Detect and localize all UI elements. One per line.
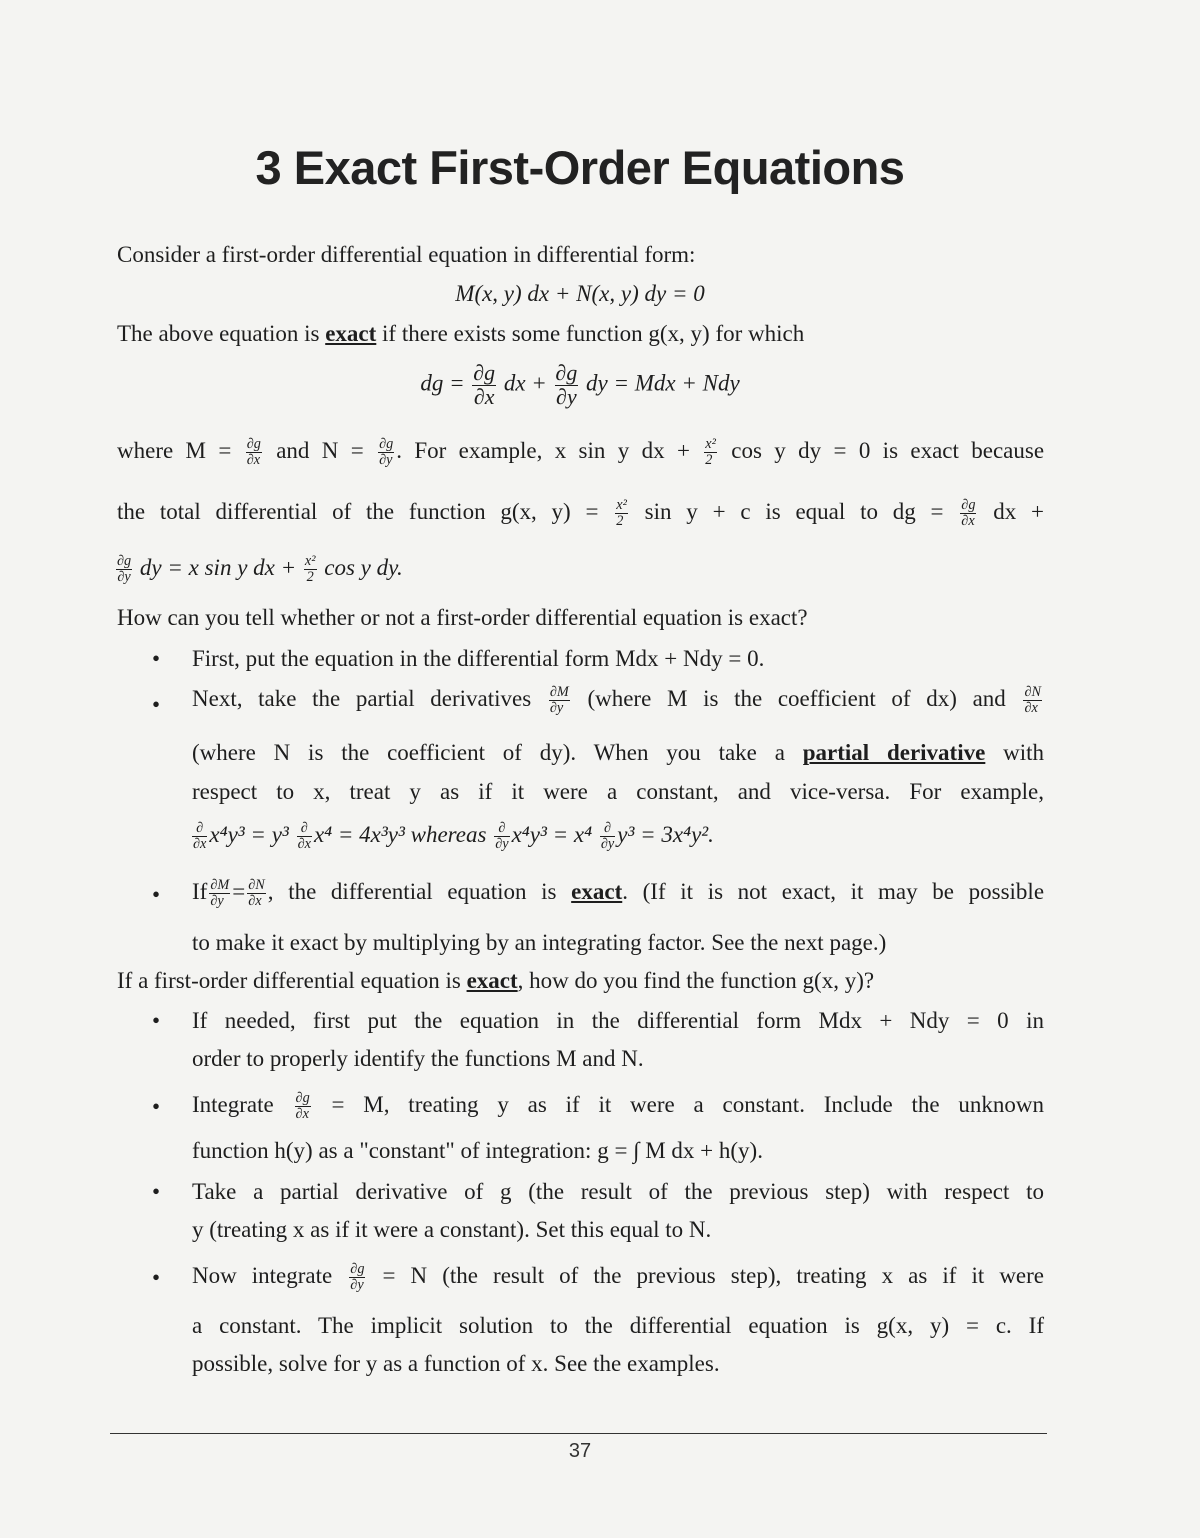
b2-dy: ∂y <box>549 700 564 717</box>
page-title: 3 Exact First-Order Equations <box>255 141 905 194</box>
b2-dx: ∂x <box>1024 700 1038 717</box>
bullet-6: • <box>152 1179 161 1204</box>
step-integrate-line1 <box>192 1090 1044 1122</box>
ex-dx-1: ∂x <box>193 836 207 853</box>
page-number: 37 <box>568 1440 592 1462</box>
fraction-dg-dy-c <box>116 554 132 585</box>
cl-x2: x² <box>304 553 316 570</box>
step-integrate-n-line2: a constant. The implicit solution to the differential equation is g(x, y) = c. If <box>192 1313 1044 1338</box>
fraction-dg-dy-small <box>378 437 394 468</box>
fraction-dg-dx-c <box>960 498 976 529</box>
b3-dx: ∂x <box>248 893 262 910</box>
b3-eq: = <box>232 879 246 904</box>
total-differential-line <box>117 497 1044 529</box>
equation-differential-form: M(x, y) dx + N(x, y) dy = 0 <box>455 281 705 306</box>
step-partials-line3: respect to x, treat y as if it were a constant, and vice-versa. For example, <box>192 779 1044 804</box>
ex-e2: x⁴ = 4x³y³ whereas <box>313 822 487 847</box>
continuation-line <box>114 553 403 585</box>
frac-d-dx-1 <box>192 821 207 852</box>
exact-term-2: exact <box>571 879 623 904</box>
b2-dN: ∂N <box>1024 684 1042 701</box>
fraction-x2-over-2-b <box>615 498 628 529</box>
s2-post: = M, treating y as if it were a constant. Include the unknown <box>331 1092 1045 1117</box>
exact-def-pre: The above equation is <box>117 321 320 346</box>
wl-den-y: ∂y <box>379 452 393 469</box>
and-n: and N = <box>276 438 364 463</box>
bullet-2: • <box>152 692 161 717</box>
cl-num: ∂g <box>117 553 132 570</box>
eq2-den-x: ∂x <box>473 384 495 409</box>
ex-d-3: ∂ <box>494 821 509 837</box>
bullet-1: • <box>152 646 161 671</box>
ex-dx-2: ∂x <box>297 836 311 853</box>
frac-d-dy-1 <box>494 821 509 852</box>
equation-total-differential <box>0 362 1160 409</box>
partial-derivative-term: partial derivative <box>802 740 986 765</box>
total-pre: the total differential of the function g(x, y) = <box>117 499 599 524</box>
partial-derivative-example <box>190 820 714 852</box>
tl-x2: x² <box>616 497 627 514</box>
fraction-dg-dx <box>472 362 496 409</box>
step-partials-line2 <box>192 738 1044 768</box>
b3-if: If <box>192 879 208 904</box>
cl-den: ∂y <box>117 569 131 586</box>
cont-a: dy = x sin y dx + <box>139 555 297 580</box>
fraction-dg-dx-small <box>246 437 262 468</box>
for-example: . For example, x sin y dx + <box>396 438 690 463</box>
exact-term: exact <box>325 321 377 346</box>
step-partial-g-line1: Take a partial derivative of g (the result of the previous step) with respect to <box>192 1179 1044 1204</box>
total-post: dx + <box>993 499 1045 524</box>
ex-e3: x⁴y³ = x⁴ <box>511 822 593 847</box>
b3-post: . (If it is not exact, it may be possible <box>622 879 1045 904</box>
fraction-dM-dy <box>549 685 570 716</box>
b3-mid: the differential equation is <box>288 879 557 904</box>
ex-e4: y³ = 3x⁴y². <box>617 822 714 847</box>
b3-dy: ∂y <box>210 893 224 910</box>
s4-post: = N (the result of the previous step), treating x as if it were <box>382 1263 1045 1288</box>
b2-l2-post: with <box>1003 740 1045 765</box>
b2-dM: ∂M <box>549 684 569 701</box>
footer-divider <box>110 1433 1047 1434</box>
fraction-x2-over-2-c <box>304 554 317 585</box>
exact-definition <box>117 319 804 349</box>
fraction-dN-dx <box>1023 685 1042 716</box>
wl-num-1: ∂g <box>246 436 261 453</box>
where-tail: cos y dy = 0 is exact because <box>731 438 1045 463</box>
bullet-7: • <box>152 1265 161 1290</box>
eq2-num-2: ∂g <box>555 361 578 385</box>
step-partials-line1 <box>192 684 1044 716</box>
step-integrate-line2: function h(y) as a "constant" of integration: g = ∫ M dx + h(y). <box>192 1138 763 1163</box>
ex-d-2: ∂ <box>297 821 312 837</box>
b3-dN: ∂N <box>248 877 265 894</box>
fraction-dg-dy-s4 <box>349 1262 365 1293</box>
ex-d-4: ∂ <box>600 821 615 837</box>
eq2-dx-plus: dx + <box>503 370 547 396</box>
tl-num: ∂g <box>961 497 976 514</box>
fraction-x2-over-2 <box>704 437 717 468</box>
step-exact-test-line2: to make it exact by multiplying by an integrating factor. See the next page.) <box>192 930 887 955</box>
step-partial-g-line2: y (treating x as if it were a constant). Set this equal to N. <box>192 1217 712 1242</box>
b3-dM: ∂M <box>210 877 230 894</box>
b2-l2-pre: (where N is the coefficient of dy). When you take a <box>192 740 785 765</box>
s2-pre: Integrate <box>192 1092 274 1117</box>
wl-num-2: ∂g <box>379 436 394 453</box>
x2-num: x² <box>705 436 716 453</box>
fraction-dg-dx-s2 <box>295 1091 311 1122</box>
q2-pre: If a first-order differential equation is <box>117 968 461 993</box>
bullet-3: • <box>152 882 161 907</box>
fraction-dM-dy-b <box>209 878 230 909</box>
ex-dy-1: ∂y <box>495 836 509 853</box>
fraction-dg-dy <box>555 362 579 409</box>
two-den: 2 <box>705 452 713 469</box>
total-mid: sin y + c is equal to dg = <box>644 499 944 524</box>
eq2-rhs: dy = Mdx + Ndy <box>586 370 740 396</box>
exact-def-post: if there exists some function g(x, y) for which <box>382 321 805 346</box>
eq2-lhs: dg = <box>420 370 465 396</box>
b3-comma: , <box>267 879 274 904</box>
tl-two: 2 <box>616 513 624 530</box>
bullet-5: • <box>152 1094 161 1119</box>
question-how-exact: How can you tell whether or not a first-order differential equation is exact? <box>117 605 808 630</box>
tl-den: ∂x <box>961 513 975 530</box>
eq2-den-y: ∂y <box>556 384 577 409</box>
step-identify-mn-line1: If needed, first put the equation in the differential form Mdx + Ndy = 0 in <box>192 1008 1044 1033</box>
b2-mid: (where M is the coefficient of dx) and <box>587 686 1006 711</box>
exact-term-3: exact <box>466 968 518 993</box>
s4-pre: Now integrate <box>192 1263 333 1288</box>
s4-num: ∂g <box>350 1261 365 1278</box>
where-line <box>117 436 1044 468</box>
ex-d-1: ∂ <box>192 821 207 837</box>
step-integrate-n-line1 <box>192 1261 1044 1293</box>
step-integrate-n-line3: possible, solve for y as a function of x. See the examples. <box>192 1351 720 1376</box>
eq2-num-1: ∂g <box>473 361 496 385</box>
s4-den: ∂y <box>350 1277 364 1294</box>
frac-d-dx-2 <box>297 821 312 852</box>
bullet-4: • <box>152 1008 161 1033</box>
frac-d-dy-2 <box>600 821 615 852</box>
cont-b: cos y dy. <box>324 555 403 580</box>
cl-two: 2 <box>306 569 314 586</box>
step-differential-form: First, put the equation in the differential form Mdx + Ndy = 0. <box>192 646 765 671</box>
b2-pre: Next, take the partial derivatives <box>192 686 532 711</box>
where-m: where M = <box>117 438 232 463</box>
ex-e1: x⁴y³ = y³ <box>209 822 289 847</box>
step-identify-mn-line2: order to properly identify the functions M and N. <box>192 1046 644 1071</box>
s2-den: ∂x <box>295 1106 309 1123</box>
s2-num: ∂g <box>295 1090 310 1107</box>
intro-text: Consider a first-order differential equation in differential form: <box>117 242 696 267</box>
ex-dy-2: ∂y <box>600 836 615 853</box>
question-find-g <box>117 966 874 996</box>
fraction-dN-dx-b <box>247 878 266 909</box>
wl-den-x: ∂x <box>246 452 261 469</box>
q2-post: , how do you find the function g(x, y)? <box>517 968 875 993</box>
step-exact-test-line1 <box>192 877 1044 909</box>
